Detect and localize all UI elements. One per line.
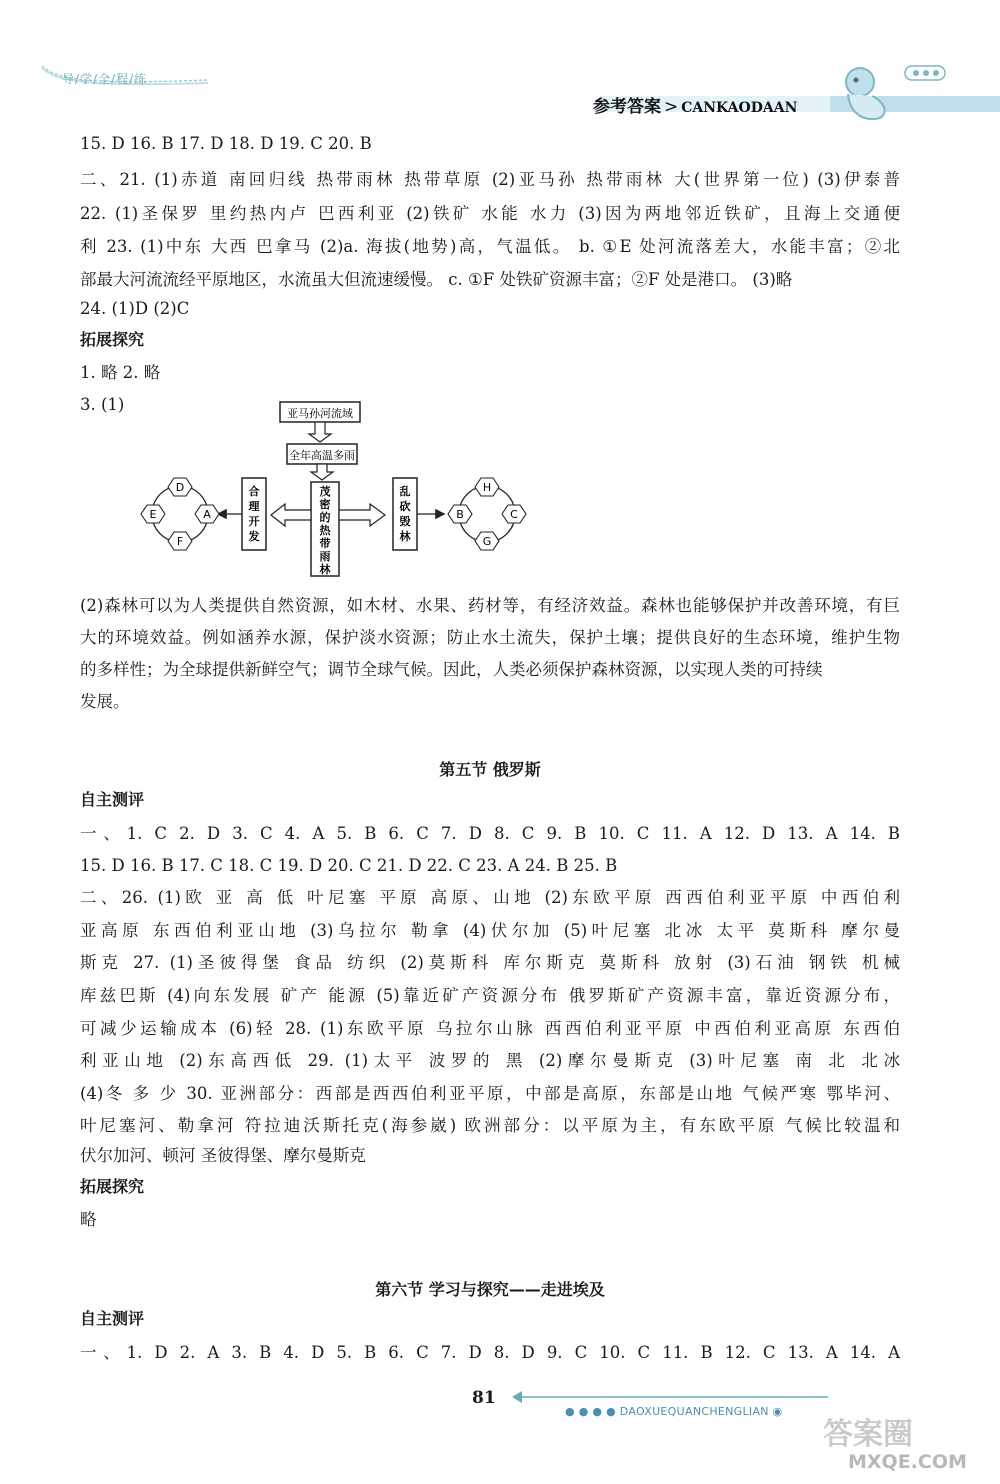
text-line: 略 — [80, 1210, 97, 1229]
text-line: 15. D 16. B 17. C 18. C 19. D 20. C 21. D 22. C 23. A 24. B 25. B — [80, 856, 618, 875]
development-char: 合 — [248, 485, 260, 498]
page-number: 81 — [472, 1388, 496, 1408]
text-line: (4)冬 多 少 30. 亚洲部分：西部是西西伯利亚平原，中部是高原，东部是山地 气候严寒 鄂毕河、 — [80, 1084, 900, 1103]
cycle-node-label: F — [176, 535, 184, 548]
text-line: 一、1. D 2. A 3. B 4. D 5. B 6. C 7. D 8. D 9. C 10. C 11. B 12. C 13. A 14. A — [80, 1343, 900, 1362]
section-heading: 拓展探究 — [80, 1177, 145, 1196]
down-arrow-icon — [311, 464, 333, 480]
text-line: 一、1. C 2. D 3. C 4. A 5. B 6. C 7. D 8. C 9. B 10. C 11. A 12. D 13. A 14. B — [80, 824, 900, 843]
rainforest-char: 雨 — [319, 550, 331, 563]
section-title-russia: 第五节 俄罗斯 — [439, 760, 541, 779]
text-line: 库兹巴斯 (4)向东发展 矿产 能源 (5)靠近矿产资源分布 俄罗斯矿产资源丰富，靠近资源分布， — [80, 986, 900, 1005]
development-char: 理 — [248, 500, 260, 513]
text-line: 发展。 — [80, 692, 130, 711]
rainforest-diagram — [135, 398, 535, 578]
rainforest-char: 林 — [319, 563, 331, 576]
text-line: 二、26. (1)欧 亚 高 低 叶尼塞 平原 高原、山地 (2)东欧平原 西西伯利亚平原 中西伯利 — [80, 888, 900, 907]
text-line: 叶尼塞河、勒拿河 符拉迪沃斯托克(海参崴) 欧洲部分：以平原为主，有东欧平原 气候比较温和 — [80, 1116, 900, 1135]
cycle-node-label: G — [482, 535, 492, 548]
rainforest-char: 热 — [319, 524, 331, 537]
text-line: (2)森林可以为人类提供自然资源，如木材、水果、药材等，有经济效益。森林也能够保护并改善环境，有巨 — [80, 596, 900, 615]
text-line: 可减少运输成本 (6)轻 28. (1)东欧平原 乌拉尔山脉 西西伯利亚平原 中西伯利亚高原 东西伯 — [80, 1019, 900, 1038]
text-line: 二、21. (1)赤道 南回归线 热带雨林 热带草原 (2)亚马孙 热带雨林 大(世界第一位) (3)伊泰普 — [80, 170, 900, 189]
cycle-node-label: A — [203, 508, 211, 521]
header-mascot-icon — [820, 60, 1000, 130]
text-line: 部最大河流流经平原地区，水流虽大但流速缓慢。 c. ①F 处铁矿资源丰富；②F 处是港口。 (3)略 — [80, 270, 793, 289]
deforestation-char: 乱 — [399, 485, 411, 498]
cycle-node-label: D — [175, 481, 185, 494]
text-line: 3. (1) — [80, 395, 125, 414]
text-line: 15. D 16. B 17. D 18. D 19. C 20. B — [80, 134, 372, 153]
header-title — [593, 92, 797, 117]
text-line: 大的环境效益。例如涵养水源，保护淡水资源；防止水土流失，保护土壤；提供良好的生态环境，维护生物 — [80, 628, 900, 647]
header-series-label: 导/学/全/程/练 — [62, 72, 148, 86]
text-line: 的多样性；为全球提供新鲜空气；调节全球气候。因此，人类必须保护森林资源，以实现人类的可持续 — [80, 660, 823, 679]
box-amazon-basin-label: 亚马孙河流域 — [287, 407, 353, 420]
text-line: 24. (1)D (2)C — [80, 299, 190, 318]
development-char: 发 — [248, 530, 260, 543]
watermark-brand: 答案圈 — [823, 1417, 913, 1452]
cycle-node-label: B — [456, 508, 464, 521]
cycle-node-label: C — [510, 508, 518, 521]
header-title-latin: CANKAODAAN — [681, 100, 798, 116]
section-title-egypt: 第六节 学习与探究——走进埃及 — [375, 1280, 605, 1299]
rainforest-char: 密 — [319, 498, 331, 511]
deforestation-char: 毁 — [399, 515, 411, 528]
rainforest-char: 茂 — [319, 485, 331, 498]
text-line: 利 23. (1)中东 大西 巴拿马 (2)a. 海拔(地势)高，气温低。 b. ①E 处河流落差大，水能丰富；②北 — [80, 237, 900, 256]
cycle-node-label: H — [482, 481, 492, 494]
section-heading: 自主测评 — [80, 1309, 145, 1328]
header-title-cn: 参考答案 — [593, 97, 661, 117]
section-heading: 拓展探究 — [80, 330, 145, 349]
footer-series-latin: ● ● ● ● DAOXUEQUANCHENGLIAN ◉ — [565, 1405, 783, 1418]
text-line: 利亚山地 (2)东高西低 29. (1)太平 波罗的 黑 (2)摩尔曼斯克 (3)叶尼塞 南 北 北冰 — [80, 1051, 900, 1070]
header-title-arrow: > — [664, 97, 679, 117]
right-arrow-icon — [339, 504, 385, 526]
cycle-node-label: E — [149, 508, 157, 521]
deforestation-char: 林 — [399, 530, 411, 543]
deforestation-char: 砍 — [399, 500, 411, 513]
watermark-url: MXQE.COM — [848, 1451, 967, 1473]
development-char: 开 — [248, 515, 260, 528]
box-climate-label: 全年高温多雨 — [289, 449, 355, 462]
section-heading: 自主测评 — [80, 790, 145, 809]
text-line: 亚高原 东西伯利亚山地 (3)乌拉尔 勒拿 (4)伏尔加 (5)叶尼塞 北冰 太平 莫斯科 摩尔曼 — [80, 921, 900, 940]
left-arrow-icon — [271, 504, 311, 526]
text-line: 伏尔加河、顿河 圣彼得堡、摩尔曼斯克 — [80, 1146, 366, 1165]
text-line: 22. (1)圣保罗 里约热内卢 巴西利亚 (2)铁矿 水能 水力 (3)因为两地邻近铁矿，且海上交通便 — [80, 204, 900, 223]
text-line: 斯克 27. (1)圣彼得堡 食品 纺织 (2)莫斯科 库尔斯克 莫斯科 放射 (3)石油 钢铁 机械 — [80, 953, 900, 972]
rainforest-char: 的 — [319, 511, 331, 524]
text-line: 1. 略 2. 略 — [80, 363, 161, 382]
rainforest-char: 带 — [319, 537, 331, 550]
down-arrow-icon — [309, 422, 331, 442]
